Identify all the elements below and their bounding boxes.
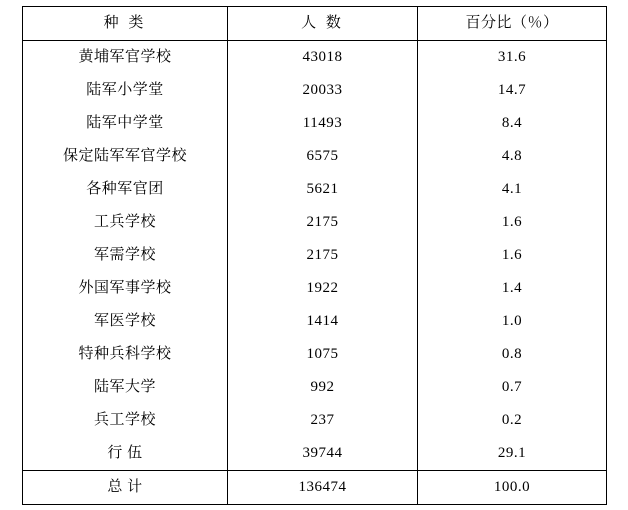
cell-category: 行 伍 <box>23 437 228 471</box>
cell-count: 43018 <box>228 41 418 75</box>
table-row <box>23 371 607 404</box>
cell-total-percent: 100.0 <box>418 471 607 505</box>
table-header-row <box>23 7 607 41</box>
table-row <box>23 41 607 75</box>
table-row <box>23 338 607 371</box>
cell-category: 各种军官团 <box>23 173 228 206</box>
cell-count: 1075 <box>228 338 418 371</box>
cell-count: 1922 <box>228 272 418 305</box>
cell-count: 11493 <box>228 107 418 140</box>
cell-category: 兵工学校 <box>23 404 228 437</box>
column-header-count-label: 人 数 <box>301 15 344 31</box>
cell-percent: 8.4 <box>418 107 607 140</box>
column-header-category-label: 种 类 <box>103 15 147 31</box>
cell-count: 5621 <box>228 173 418 206</box>
cell-count: 20033 <box>228 74 418 107</box>
cell-count: 237 <box>228 404 418 437</box>
column-header-percent <box>418 7 607 41</box>
table-row <box>23 272 607 305</box>
cell-total-label: 总 计 <box>23 471 228 505</box>
cell-count: 39744 <box>228 437 418 471</box>
column-header-percent-label: 百分比（％） <box>465 15 559 31</box>
cell-category: 陆军大学 <box>23 371 228 404</box>
cell-category: 特种兵科学校 <box>23 338 228 371</box>
cell-percent: 4.8 <box>418 140 607 173</box>
cell-category: 工兵学校 <box>23 206 228 239</box>
cell-percent: 29.1 <box>418 437 607 471</box>
cell-count: 1414 <box>228 305 418 338</box>
cell-percent: 1.0 <box>418 305 607 338</box>
table-row <box>23 404 607 437</box>
cell-category: 保定陆军军官学校 <box>23 140 228 173</box>
cell-percent: 14.7 <box>418 74 607 107</box>
cell-percent: 4.1 <box>418 173 607 206</box>
table-row <box>23 140 607 173</box>
cell-count: 2175 <box>228 206 418 239</box>
cell-percent: 0.8 <box>418 338 607 371</box>
column-header-category <box>23 7 228 41</box>
cell-category: 军需学校 <box>23 239 228 272</box>
cell-count: 6575 <box>228 140 418 173</box>
cell-category: 陆军小学堂 <box>23 74 228 107</box>
cell-category: 外国军事学校 <box>23 272 228 305</box>
cell-percent: 31.6 <box>418 41 607 75</box>
table-row <box>23 173 607 206</box>
table-row <box>23 206 607 239</box>
table-row <box>23 239 607 272</box>
cell-percent: 1.6 <box>418 239 607 272</box>
cell-count: 2175 <box>228 239 418 272</box>
column-header-count <box>228 7 418 41</box>
cell-category: 黄埔军官学校 <box>23 41 228 75</box>
table-row <box>23 74 607 107</box>
cell-category: 陆军中学堂 <box>23 107 228 140</box>
table-total-row <box>23 471 607 505</box>
cell-total-count: 136474 <box>228 471 418 505</box>
statistics-table <box>22 6 607 505</box>
cell-percent: 1.6 <box>418 206 607 239</box>
cell-category: 军医学校 <box>23 305 228 338</box>
cell-percent: 0.2 <box>418 404 607 437</box>
cell-percent: 0.7 <box>418 371 607 404</box>
cell-percent: 1.4 <box>418 272 607 305</box>
table-row <box>23 305 607 338</box>
cell-count: 992 <box>228 371 418 404</box>
table-row <box>23 437 607 471</box>
table-row <box>23 107 607 140</box>
